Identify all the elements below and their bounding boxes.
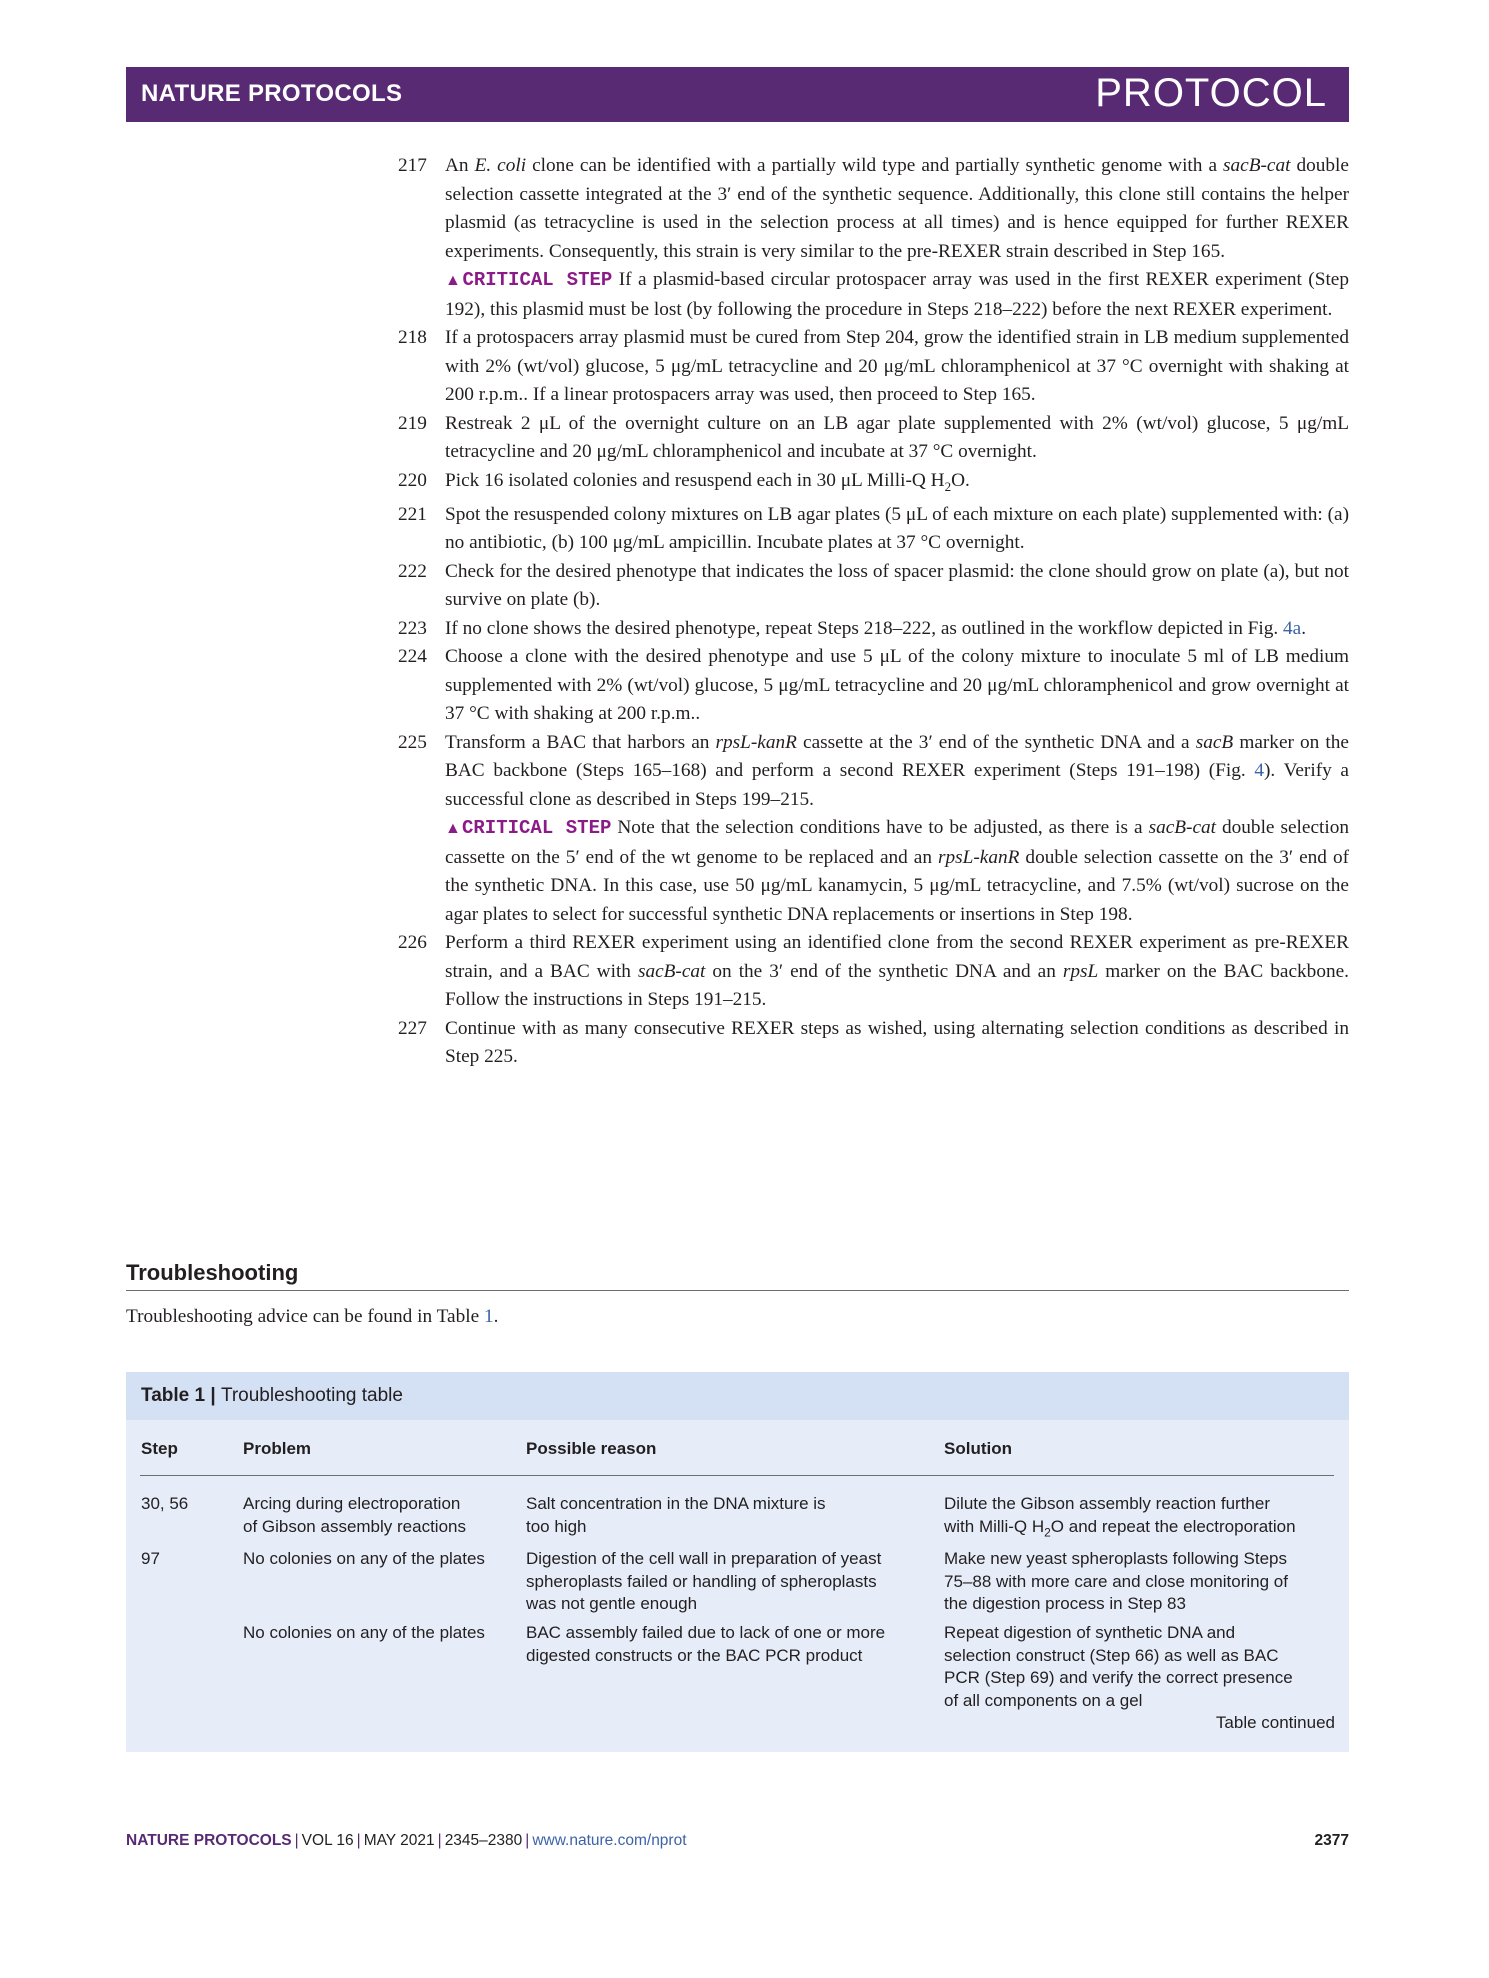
troubleshooting-table [126,1372,1349,1752]
critical-step-note: ▲CRITICAL STEP Note that the selection conditions have to be adjusted, as there is a sacB-cat double selection cassette on the 5′ end of the wt genome to be replaced and an rpsL-kanR double selection cassette on the 3′ end of the synthetic DNA. In this case, use 50 μg/mL kanamycin, 5 μg/mL tetracycline, and 7.5% (wt/vol) sucrose on the agar plates to select for successful synthetic DNA replacements or insertions in Step 198. [445,817,1349,925]
footer-date: MAY 2021 [363,1832,435,1849]
section-heading-troubleshooting: Troubleshooting [126,1260,1349,1291]
step-227 [398,1015,1349,1072]
step-text: Check for the desired phenotype that indicates the loss of spacer plasmid: the clone should grow on plate (a), but not survive on plate (b). [445,560,1349,611]
table-continued-note: Table continued [1215,1713,1335,1732]
figure-link[interactable]: 4 [1254,760,1265,782]
cell-solution: Dilute the Gibson assembly reaction further with Milli-Q $H_2O$ and repeat the electroporation [944,1494,1296,1539]
step-text: Spot the resuspended colony mixtures on LB agar plates (5 μL of each mixture on each plate) supplemented with: (a) no antibiotic, (b) 100 μg/mL ampicillin. Incubate plates at 37 °C overnight. [445,503,1349,554]
step-221 [398,501,1349,558]
cell-solution: Make new yeast spheroplasts following Steps 75–88 with more care and close monitoring of the digestion process in Step 83 [944,1549,1288,1614]
critical-step-note: ▲CRITICAL STEP If a plasmid-based circular protospacer array was used in the first REXER experiment (Step 192), this plasmid must be lost (by following the procedure in Steps 218–222) before the next REXER experiment. [445,269,1349,320]
troubleshooting-paragraph: Troubleshooting advice can be found in Table 1. [126,1306,499,1327]
critical-step-label: CRITICAL STEP [462,269,613,291]
article-type: PROTOCOL [1095,71,1327,115]
cell-problem: No colonies on any of the plates [243,1549,485,1568]
step-number: 225 [398,731,427,753]
step-text: Transform a BAC that harbors an rpsL-kanR cassette at the 3′ end of the synthetic DNA and a sacB marker on the BAC backbone (Steps 165–168) and perform a second REXER experiment (Steps 191–198) (Fig. 4). Verify a successful clone as described in Steps 199–215. [445,731,1349,810]
step-223 [398,615,1349,644]
step-218 [398,324,1349,410]
critical-step-label: CRITICAL STEP [462,817,612,840]
cell-step: 30, 56 [141,1494,189,1513]
footer-journal: NATURE PROTOCOLS [126,1832,292,1849]
step-text: An E. coli clone can be identified with a partially wild type and partially synthetic genome with a sacB-cat double selection cassette integrated at the 3′ end of the synthetic sequence. Additionally, this clone still contains the helper plasmid (as tetracycline is used in the selection process at all times) and is hence equipped for further REXER experiments. Consequently, this strain is very similar to the pre-REXER strain described in Step 165. [445,155,1349,262]
step-text: If no clone shows the desired phenotype, repeat Steps 218–222, as outlined in the workflow depicted in Fig. 4a. [445,617,1307,639]
step-text: If a protospacers array plasmid must be cured from Step 204, grow the identified strain in LB medium supplemented with 2% (wt/vol) glucose, 5 μg/mL tetracycline and 20 μg/mL chloramphenicol at 37 °C overnight with shaking at 200 r.p.m.. If a linear protospacers array was used, then proceed to Step 165. [445,327,1349,405]
step-number: 227 [398,1017,427,1039]
step-225 [398,729,1349,930]
footer-pages: 2345–2380 [444,1832,523,1849]
step-number: 220 [398,469,427,491]
procedure-steps [398,152,1349,1072]
page-footer: NATURE PROTOCOLS | VOL 16 | MAY 2021 | 2345–2380 | www.nature.com/nprot 2377 [126,1832,1349,1849]
step-222 [398,558,1349,615]
header-rule [140,1475,1334,1476]
step-text: Choose a clone with the desired phenotype and use 5 μL of the colony mixture to inoculate 5 ml of LB medium supplemented with 2% (wt/vol) glucose, 5 μg/mL tetracycline and 20 μg/mL chloramphenicol and grow overnight at 37 °C with shaking at 200 r.p.m.. [445,646,1349,725]
step-number: 218 [398,327,427,348]
triangle-warning-icon: ▲ [445,820,462,838]
journal-header-banner [126,67,1349,122]
triangle-warning-icon: ▲ [445,272,463,289]
journal-name: NATURE PROTOCOLS [141,80,403,107]
header-problem: Problem [243,1439,312,1458]
step-number: 223 [398,617,427,639]
footer-url-link[interactable]: www.nature.com/nprot [532,1832,687,1849]
step-number: 226 [398,932,427,954]
step-224 [398,643,1349,729]
page-number: 2377 [1314,1832,1349,1849]
step-226 [398,929,1349,1015]
step-219 [398,410,1349,467]
cell-step: 97 [141,1549,160,1568]
header-step: Step [141,1439,178,1458]
step-number: 217 [398,155,427,176]
cell-problem: Arcing during electroporation of Gibson assembly reactions [243,1494,466,1536]
header-reason: Possible reason [526,1439,657,1458]
step-text: Pick 16 isolated colonies and resuspend each in 30 μL Milli-Q $H_2O$. [445,469,970,494]
step-text: Continue with as many consecutive REXER steps as wished, using alternating selection conditions as described in Step 225. [445,1017,1349,1068]
step-number: 224 [398,646,427,668]
cell-reason: Digestion of the cell wall in preparation of yeast spheroplasts failed or handling of spheroplasts was not gentle enough [526,1549,882,1614]
cell-solution: Repeat digestion of synthetic DNA and selection construct (Step 66) as well as BAC PCR (Step 69) and verify the correct presence of all components on a gel [944,1623,1293,1710]
table-caption: Table 1 | Troubleshooting table [126,1372,1349,1420]
header-solution: Solution [944,1439,1012,1458]
step-number: 219 [398,412,427,434]
step-number: 221 [398,503,427,525]
step-217 [398,152,1349,324]
cell-problem: No colonies on any of the plates [243,1623,485,1642]
figure-link[interactable]: 4a [1283,617,1302,639]
table-link[interactable]: 1 [483,1306,494,1327]
step-number: 222 [398,560,427,582]
step-text: Restreak 2 μL of the overnight culture on an LB agar plate supplemented with 2% (wt/vol) glucose, 5 μg/mL tetracycline and 20 μg/mL chloramphenicol and incubate at 37 °C overnight. [445,412,1349,462]
step-text: Perform a third REXER experiment using an identified clone from the second REXER experiment as pre-REXER strain, and a BAC with sacB-cat on the 3′ end of the synthetic DNA and an rpsL marker on the BAC backbone. Follow the instructions in Steps 191–215. [445,932,1349,1011]
footer-volume: VOL 16 [301,1832,354,1849]
step-220 [398,467,1349,501]
cell-reason: Salt concentration in the DNA mixture is too high [526,1494,826,1536]
cell-reason: BAC assembly failed due to lack of one or more digested constructs or the BAC PCR product [526,1623,886,1665]
